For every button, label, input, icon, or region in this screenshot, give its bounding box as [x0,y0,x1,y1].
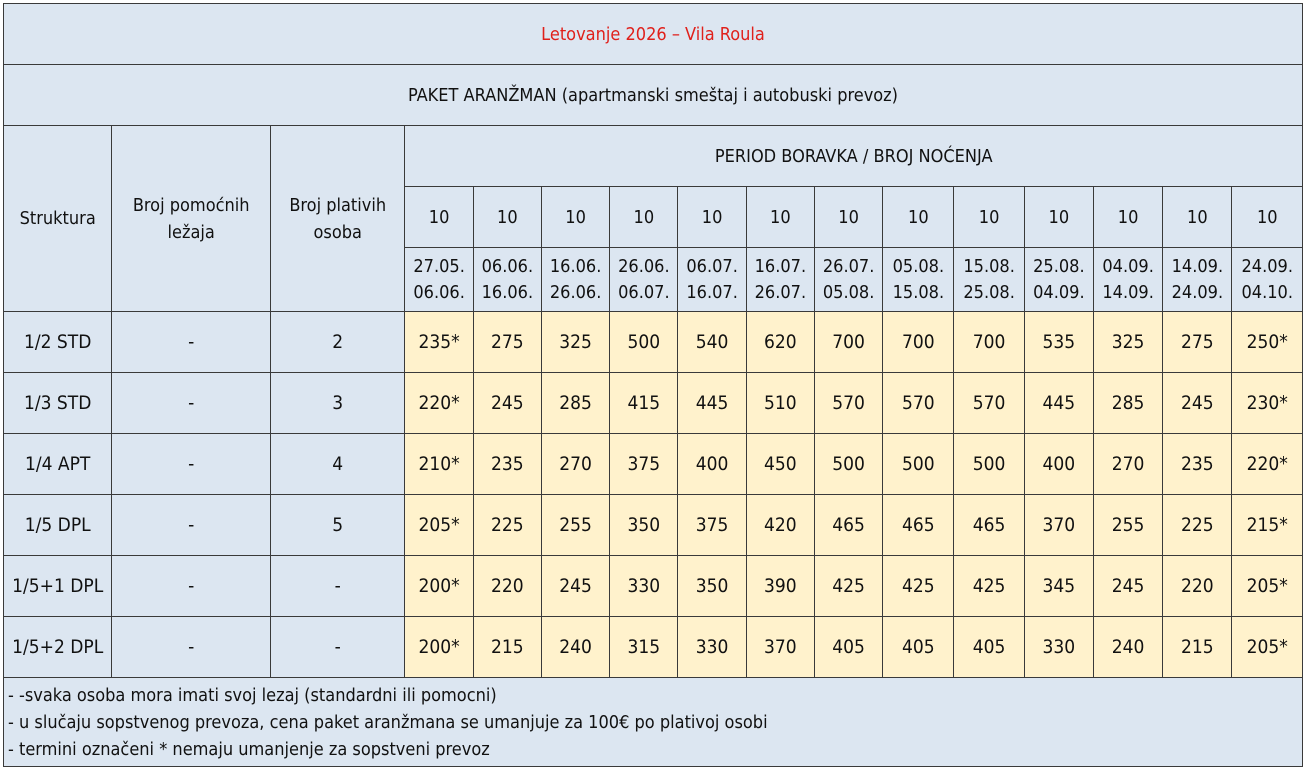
price-cell: 465 [954,495,1024,556]
price-cell: 235 [1163,434,1232,495]
period-nights: 10 [883,187,954,248]
price-cell: 375 [678,495,746,556]
price-cell: 210* [405,434,473,495]
price-cell: 205* [1232,556,1303,617]
row-paying-persons: - [270,556,405,617]
price-cell: 540 [678,312,746,373]
row-paying-persons: 2 [270,312,405,373]
period-date-from: 16.07. [754,255,807,277]
price-cell: 375 [610,434,678,495]
period-date-to: 26.07. [754,281,807,303]
price-cell: 285 [541,373,609,434]
price-cell: 390 [746,556,814,617]
row-structure: 1/4 APT [4,434,112,495]
price-cell: 500 [954,434,1024,495]
price-cell: 400 [678,434,746,495]
period-date-to: 06.07. [618,281,670,303]
price-cell: 225 [1163,495,1232,556]
price-cell: 445 [678,373,746,434]
period-dates [814,248,882,312]
period-date-to: 15.08. [892,281,945,303]
price-cell: 255 [1093,495,1162,556]
price-cell: 535 [1024,312,1093,373]
period-date-from: 05.08. [892,255,945,277]
table-row [4,434,1303,495]
header-period: PERIOD BORAVKA / BROJ NOĆENJA [405,126,1303,187]
price-cell: 200* [405,556,473,617]
period-dates [610,248,678,312]
price-cell: 425 [954,556,1024,617]
price-cell: 330 [678,617,746,678]
period-date-from: 04.09. [1102,255,1154,277]
period-dates [1232,248,1303,312]
price-cell: 235* [405,312,473,373]
price-cell: 215 [1163,617,1232,678]
price-cell: 215* [1232,495,1303,556]
table-row [4,556,1303,617]
price-cell: 405 [883,617,954,678]
price-cell: 285 [1093,373,1162,434]
row-extra-beds: - [112,556,271,617]
period-nights: 10 [814,187,882,248]
period-date-to: 04.10. [1241,281,1293,303]
period-nights: 10 [1232,187,1303,248]
price-cell: 700 [883,312,954,373]
price-cell: 370 [1024,495,1093,556]
period-dates [678,248,746,312]
header-paying-persons-text: Broj plativih osoba [289,194,387,243]
price-list [3,3,1303,767]
period-date-to: 05.08. [822,281,875,303]
price-cell: 465 [814,495,882,556]
price-cell: 270 [1093,434,1162,495]
period-dates [541,248,609,312]
price-cell: 445 [1024,373,1093,434]
period-date-from: 06.07. [686,255,738,277]
period-date-from: 26.06. [618,255,670,277]
price-cell: 405 [814,617,882,678]
header-extra-beds-text: Broj pomoćnih ležaja [132,194,250,243]
price-cell: 700 [814,312,882,373]
price-cell: 325 [1093,312,1162,373]
period-dates [1163,248,1232,312]
price-cell: 205* [405,495,473,556]
row-paying-persons: - [270,617,405,678]
table-row [4,373,1303,434]
price-cell: 315 [610,617,678,678]
row-structure: 1/3 STD [4,373,112,434]
note-line: - -svaka osoba mora imati svoj lezaj (standardni ili pomocni) [8,685,497,706]
price-cell: 510 [746,373,814,434]
period-nights: 10 [678,187,746,248]
price-cell: 570 [814,373,882,434]
price-cell: 350 [678,556,746,617]
row-extra-beds: - [112,617,271,678]
note-line: - termini označeni * nemaju umanjenje za sopstveni prevoz [8,739,490,760]
price-cell: 220* [1232,434,1303,495]
period-date-to: 26.06. [549,281,602,303]
price-cell: 425 [883,556,954,617]
period-date-from: 16.06. [549,255,602,277]
row-extra-beds: - [112,434,271,495]
price-cell: 245 [1093,556,1162,617]
price-cell: 270 [541,434,609,495]
price-cell: 240 [541,617,609,678]
price-cell: 200* [405,617,473,678]
period-nights: 10 [473,187,541,248]
price-cell: 620 [746,312,814,373]
period-date-to: 16.06. [481,281,534,303]
price-cell: 250* [1232,312,1303,373]
header-extra-beds [112,126,271,312]
row-structure: 1/5 DPL [4,495,112,556]
price-cell: 215 [473,617,541,678]
period-date-from: 15.08. [963,255,1015,277]
note-line: - u slučaju sopstvenog prevoza, cena paket aranžmana se umanjuje za 100€ po plativoj osobi [8,712,768,733]
row-structure: 1/5+1 DPL [4,556,112,617]
price-cell: 500 [610,312,678,373]
price-cell: 570 [883,373,954,434]
table-row [4,312,1303,373]
notes [3,678,1303,767]
row-extra-beds: - [112,495,271,556]
price-table [3,3,1303,678]
price-cell: 245 [541,556,609,617]
price-cell: 700 [954,312,1024,373]
row-paying-persons: 4 [270,434,405,495]
price-cell: 235 [473,434,541,495]
table-title: Letovanje 2026 – Vila Roula [4,4,1303,65]
price-cell: 205* [1232,617,1303,678]
period-date-to: 16.07. [686,281,738,303]
price-cell: 225 [473,495,541,556]
period-nights: 10 [1163,187,1232,248]
price-cell: 370 [746,617,814,678]
period-date-to: 04.09. [1033,281,1085,303]
period-nights: 10 [610,187,678,248]
table-row [4,495,1303,556]
period-date-to: 25.08. [963,281,1015,303]
period-date-from: 25.08. [1033,255,1085,277]
price-cell: 245 [1163,373,1232,434]
row-paying-persons: 5 [270,495,405,556]
period-dates [473,248,541,312]
price-cell: 350 [610,495,678,556]
price-cell: 220* [405,373,473,434]
row-structure: 1/5+2 DPL [4,617,112,678]
price-cell: 570 [954,373,1024,434]
price-cell: 415 [610,373,678,434]
period-date-to: 06.06. [413,281,465,303]
period-dates [883,248,954,312]
period-nights: 10 [1024,187,1093,248]
price-cell: 420 [746,495,814,556]
period-date-to: 24.09. [1171,281,1224,303]
header-paying-persons [270,126,405,312]
period-dates [405,248,473,312]
price-cell: 245 [473,373,541,434]
period-date-from: 27.05. [413,255,465,277]
price-cell: 500 [883,434,954,495]
price-cell: 425 [814,556,882,617]
period-dates [1024,248,1093,312]
period-nights: 10 [405,187,473,248]
period-nights: 10 [954,187,1024,248]
price-cell: 240 [1093,617,1162,678]
price-cell: 330 [610,556,678,617]
header-structure: Struktura [4,126,112,312]
price-cell: 275 [1163,312,1232,373]
period-date-from: 06.06. [481,255,534,277]
period-nights: 10 [1093,187,1162,248]
period-date-to: 14.09. [1102,281,1154,303]
price-cell: 465 [883,495,954,556]
period-nights: 10 [541,187,609,248]
period-nights: 10 [746,187,814,248]
price-cell: 330 [1024,617,1093,678]
price-cell: 400 [1024,434,1093,495]
period-date-from: 24.09. [1241,255,1293,277]
price-cell: 220 [473,556,541,617]
price-cell: 450 [746,434,814,495]
period-dates [954,248,1024,312]
price-cell: 220 [1163,556,1232,617]
price-cell: 405 [954,617,1024,678]
row-extra-beds: - [112,373,271,434]
table-row [4,617,1303,678]
row-structure: 1/2 STD [4,312,112,373]
price-cell: 500 [814,434,882,495]
row-extra-beds: - [112,312,271,373]
price-cell: 255 [541,495,609,556]
period-dates [746,248,814,312]
row-paying-persons: 3 [270,373,405,434]
price-cell: 345 [1024,556,1093,617]
period-date-from: 14.09. [1171,255,1224,277]
period-date-from: 26.07. [822,255,875,277]
price-cell: 325 [541,312,609,373]
price-cell: 275 [473,312,541,373]
table-subtitle: PAKET ARANŽMAN (apartmanski smeštaj i autobuski prevoz) [4,65,1303,126]
price-cell: 230* [1232,373,1303,434]
period-dates [1093,248,1162,312]
